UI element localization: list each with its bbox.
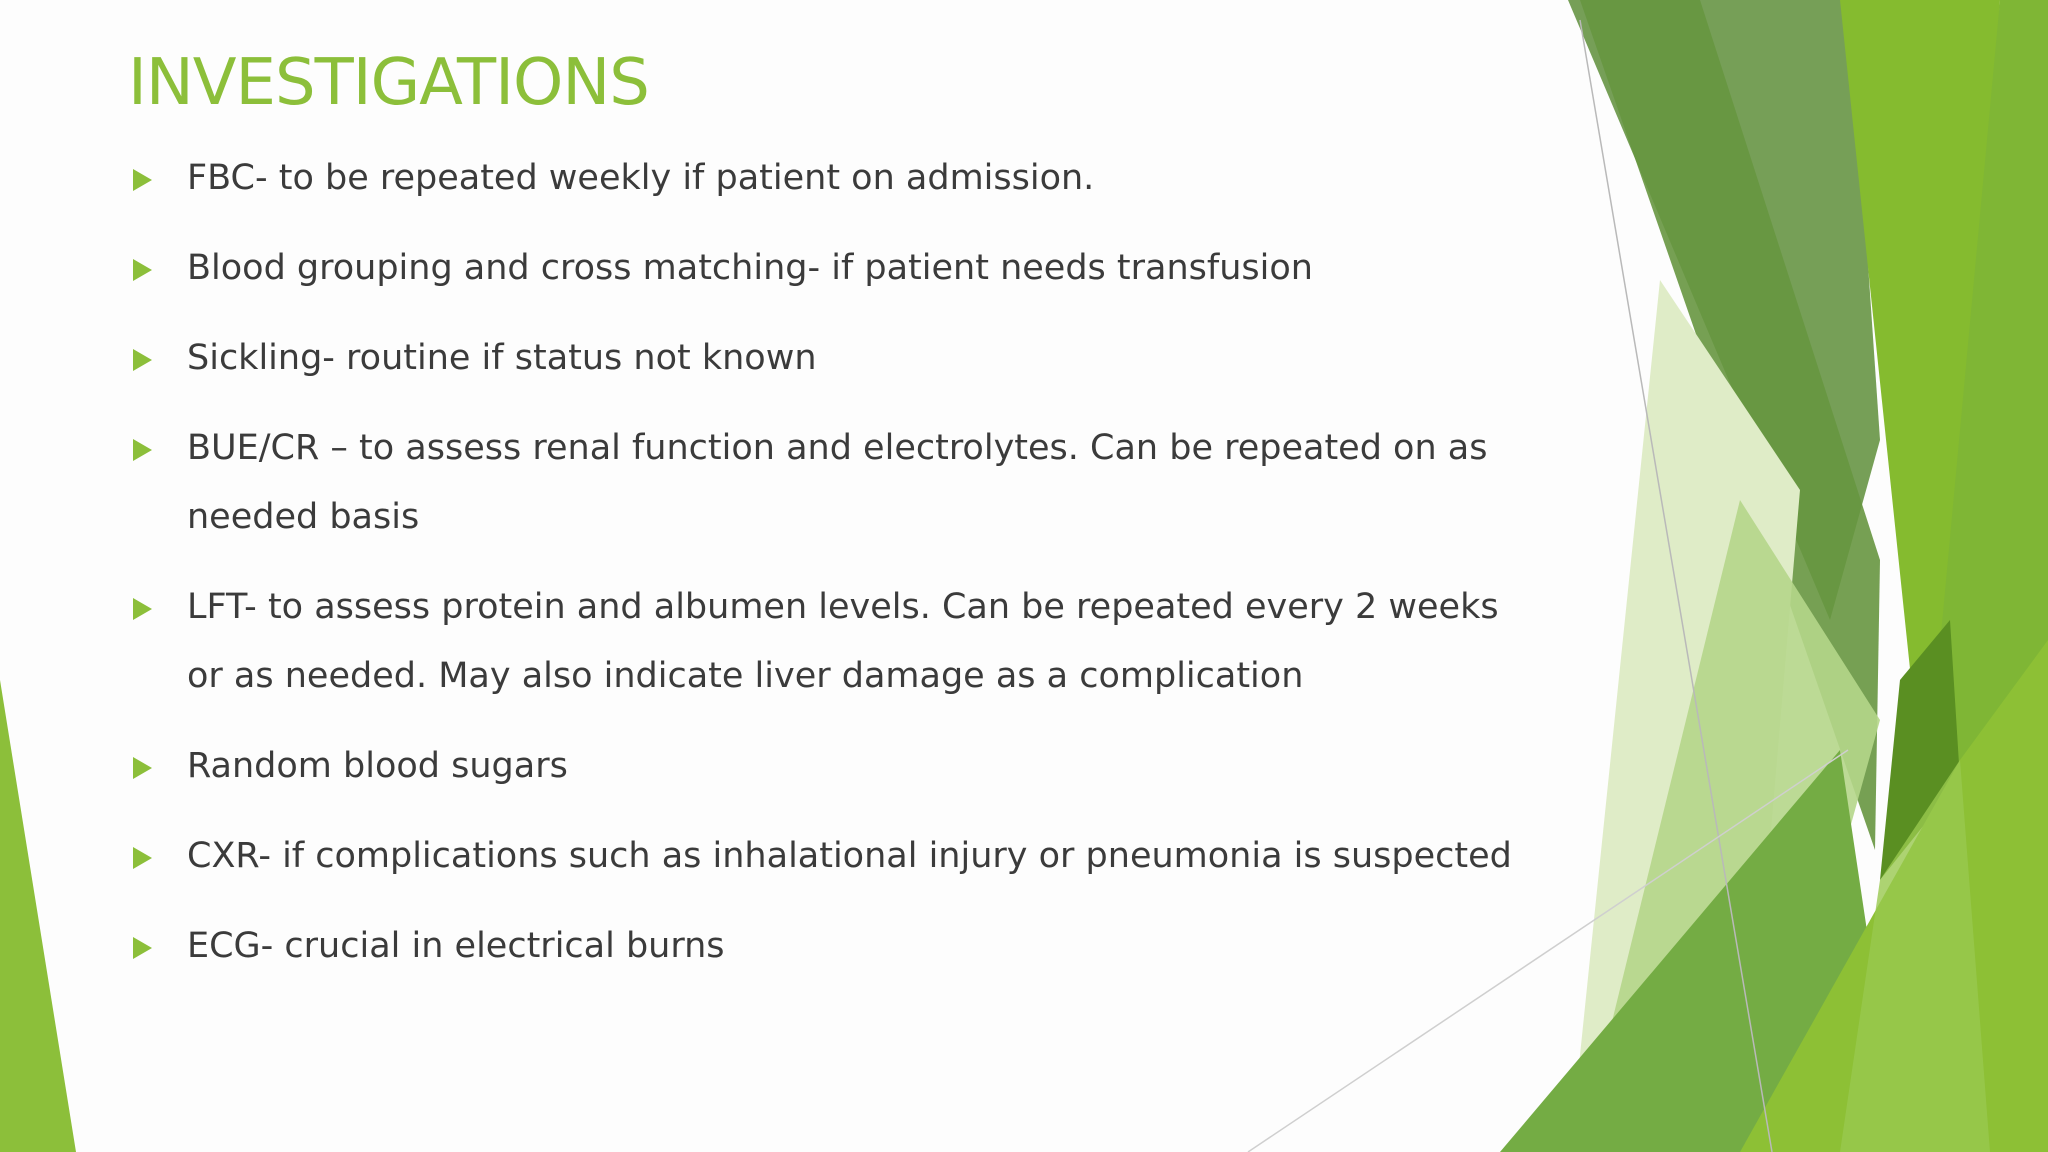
triangle-bullet-icon <box>133 439 152 461</box>
list-item-text: BUE/CR – to assess renal function and electrolytes. Can be repeated on as needed basis <box>187 428 1488 537</box>
list-item <box>128 732 1538 801</box>
triangle-bullet-icon <box>133 598 152 620</box>
list-item <box>128 324 1538 393</box>
list-item-text: FBC- to be repeated weekly if patient on admission. <box>187 158 1095 198</box>
triangle-bullet-icon <box>133 937 152 959</box>
list-item-text: LFT- to assess protein and albumen levels. Can be repeated every 2 weeks or as needed. May also indicate liver damage as a complication <box>187 587 1499 696</box>
slide-title: INVESTIGATIONS <box>128 46 649 120</box>
bullet-list <box>128 144 1538 1002</box>
list-item <box>128 414 1538 552</box>
list-item-text: ECG- crucial in electrical burns <box>187 926 725 966</box>
left-edge-shape <box>0 680 76 1152</box>
list-item-text: Sickling- routine if status not known <box>187 338 817 378</box>
list-item <box>128 912 1538 981</box>
list-item <box>128 144 1538 213</box>
triangle-bullet-icon <box>133 349 152 371</box>
list-item <box>128 822 1538 891</box>
triangle-bullet-icon <box>133 259 152 281</box>
list-item-text: Blood grouping and cross matching- if patient needs transfusion <box>187 248 1313 288</box>
list-item-text: CXR- if complications such as inhalational injury or pneumonia is suspected <box>187 836 1512 876</box>
list-item <box>128 234 1538 303</box>
triangle-bullet-icon <box>133 757 152 779</box>
list-item-text: Random blood sugars <box>187 746 568 786</box>
list-item <box>128 573 1538 711</box>
triangle-bullet-icon <box>133 847 152 869</box>
triangle-bullet-icon <box>133 169 152 191</box>
